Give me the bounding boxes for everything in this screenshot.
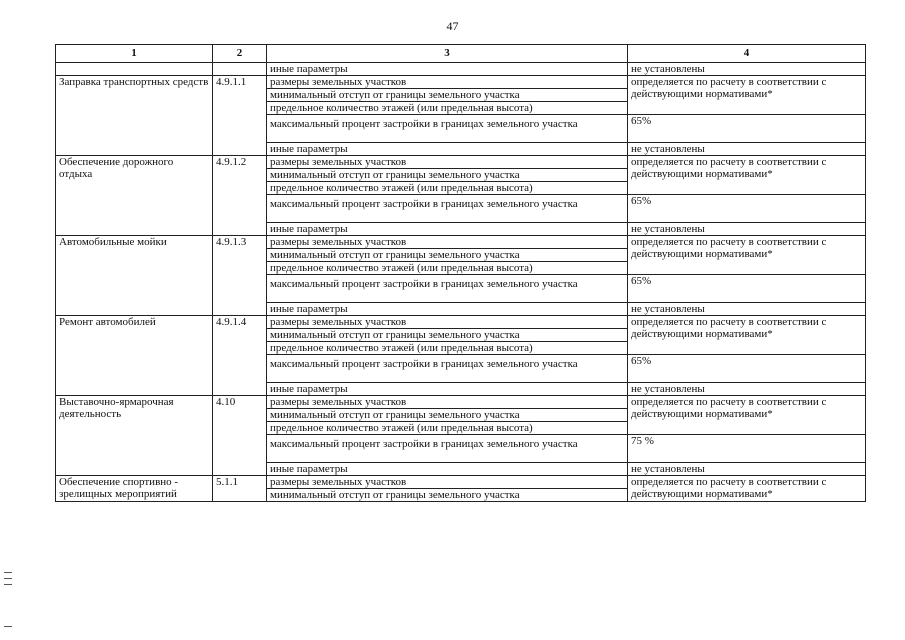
empty-cell [56,63,213,76]
coverage-value: 75 % [628,435,866,463]
param-cell: предельное количество этажей (или предельная высота) [267,182,628,195]
value-cell: не установлены [628,383,866,396]
coverage-value: 65% [628,115,866,143]
param-cell: предельное количество этажей (или предельная высота) [267,422,628,435]
param-cell: иные параметры [267,143,628,156]
use-type-code: 4.9.1.1 [213,76,267,156]
param-cell: минимальный отступ от границы земельного участка [267,89,628,102]
use-type-code: 4.9.1.2 [213,156,267,236]
param-cell: иные параметры [267,303,628,316]
margin-mark [4,572,12,573]
param-cell: максимальный процент застройки в границах земельного участка [267,115,628,143]
param-cell: предельное количество этажей (или предельная высота) [267,102,628,115]
table-row [56,396,866,409]
param-cell: максимальный процент застройки в границах земельного участка [267,435,628,463]
param-cell: минимальный отступ от границы земельного участка [267,329,628,342]
param-cell: размеры земельных участков [267,236,628,249]
param-cell: минимальный отступ от границы земельного участка [267,489,628,502]
param-cell: минимальный отступ от границы земельного участка [267,249,628,262]
value-cell: не установлены [628,303,866,316]
param-cell: размеры земельных участков [267,396,628,409]
land-use-table [55,44,866,502]
table-row [56,316,866,329]
page-number: 47 [446,19,459,33]
margin-mark [4,584,12,585]
use-type-code: 4.10 [213,396,267,476]
param-cell: размеры земельных участков [267,76,628,89]
param-cell: максимальный процент застройки в границах земельного участка [267,195,628,223]
header-col-4: 4 [628,45,866,63]
table-row [56,156,866,169]
use-type-name: Выставочно-ярмарочная деятельность [56,396,213,476]
header-row [56,45,866,63]
param-cell: предельное количество этажей (или предельная высота) [267,342,628,355]
param-cell: минимальный отступ от границы земельного участка [267,169,628,182]
use-type-name: Ремонт автомобилей [56,316,213,396]
margin-mark [4,626,12,627]
value-cell: определяется по расчету в соответствии с действующими нормативами* [628,156,866,195]
use-type-name: Обеспечение спортивно - зрелищных мероприятий [56,476,213,502]
value-cell: не установлены [628,223,866,236]
param-cell: предельное количество этажей (или предельная высота) [267,262,628,275]
table-row [56,236,866,249]
use-type-name: Заправка транспортных средств [56,76,213,156]
use-type-code: 5.1.1 [213,476,267,502]
param-cell: иные параметры [267,463,628,476]
use-type-code: 4.9.1.4 [213,316,267,396]
header-col-2: 2 [213,45,267,63]
header-col-3: 3 [267,45,628,63]
value-cell: определяется по расчету в соответствии с действующими нормативами* [628,316,866,355]
value-cell: определяется по расчету в соответствии с действующими нормативами* [628,476,866,502]
value-cell: не установлены [628,463,866,476]
table-row [56,63,866,76]
use-type-name: Автомобильные мойки [56,236,213,316]
value-cell: не установлены [628,63,866,76]
value-cell: определяется по расчету в соответствии с действующими нормативами* [628,236,866,275]
use-type-name: Обеспечение дорожного отдыха [56,156,213,236]
param-cell: иные параметры [267,63,628,76]
use-type-code: 4.9.1.3 [213,236,267,316]
param-cell: размеры земельных участков [267,156,628,169]
param-cell: максимальный процент застройки в границах земельного участка [267,275,628,303]
table-row [56,76,866,89]
value-cell: не установлены [628,143,866,156]
value-cell: определяется по расчету в соответствии с действующими нормативами* [628,76,866,115]
coverage-value: 65% [628,355,866,383]
param-cell: иные параметры [267,383,628,396]
param-cell: размеры земельных участков [267,316,628,329]
coverage-value: 65% [628,275,866,303]
param-cell: размеры земельных участков [267,476,628,489]
param-cell: максимальный процент застройки в границах земельного участка [267,355,628,383]
coverage-value: 65% [628,195,866,223]
margin-mark [4,578,12,579]
param-cell: минимальный отступ от границы земельного участка [267,409,628,422]
param-cell: иные параметры [267,223,628,236]
value-cell: определяется по расчету в соответствии с действующими нормативами* [628,396,866,435]
empty-cell [213,63,267,76]
header-col-1: 1 [56,45,213,63]
table-row [56,476,866,489]
